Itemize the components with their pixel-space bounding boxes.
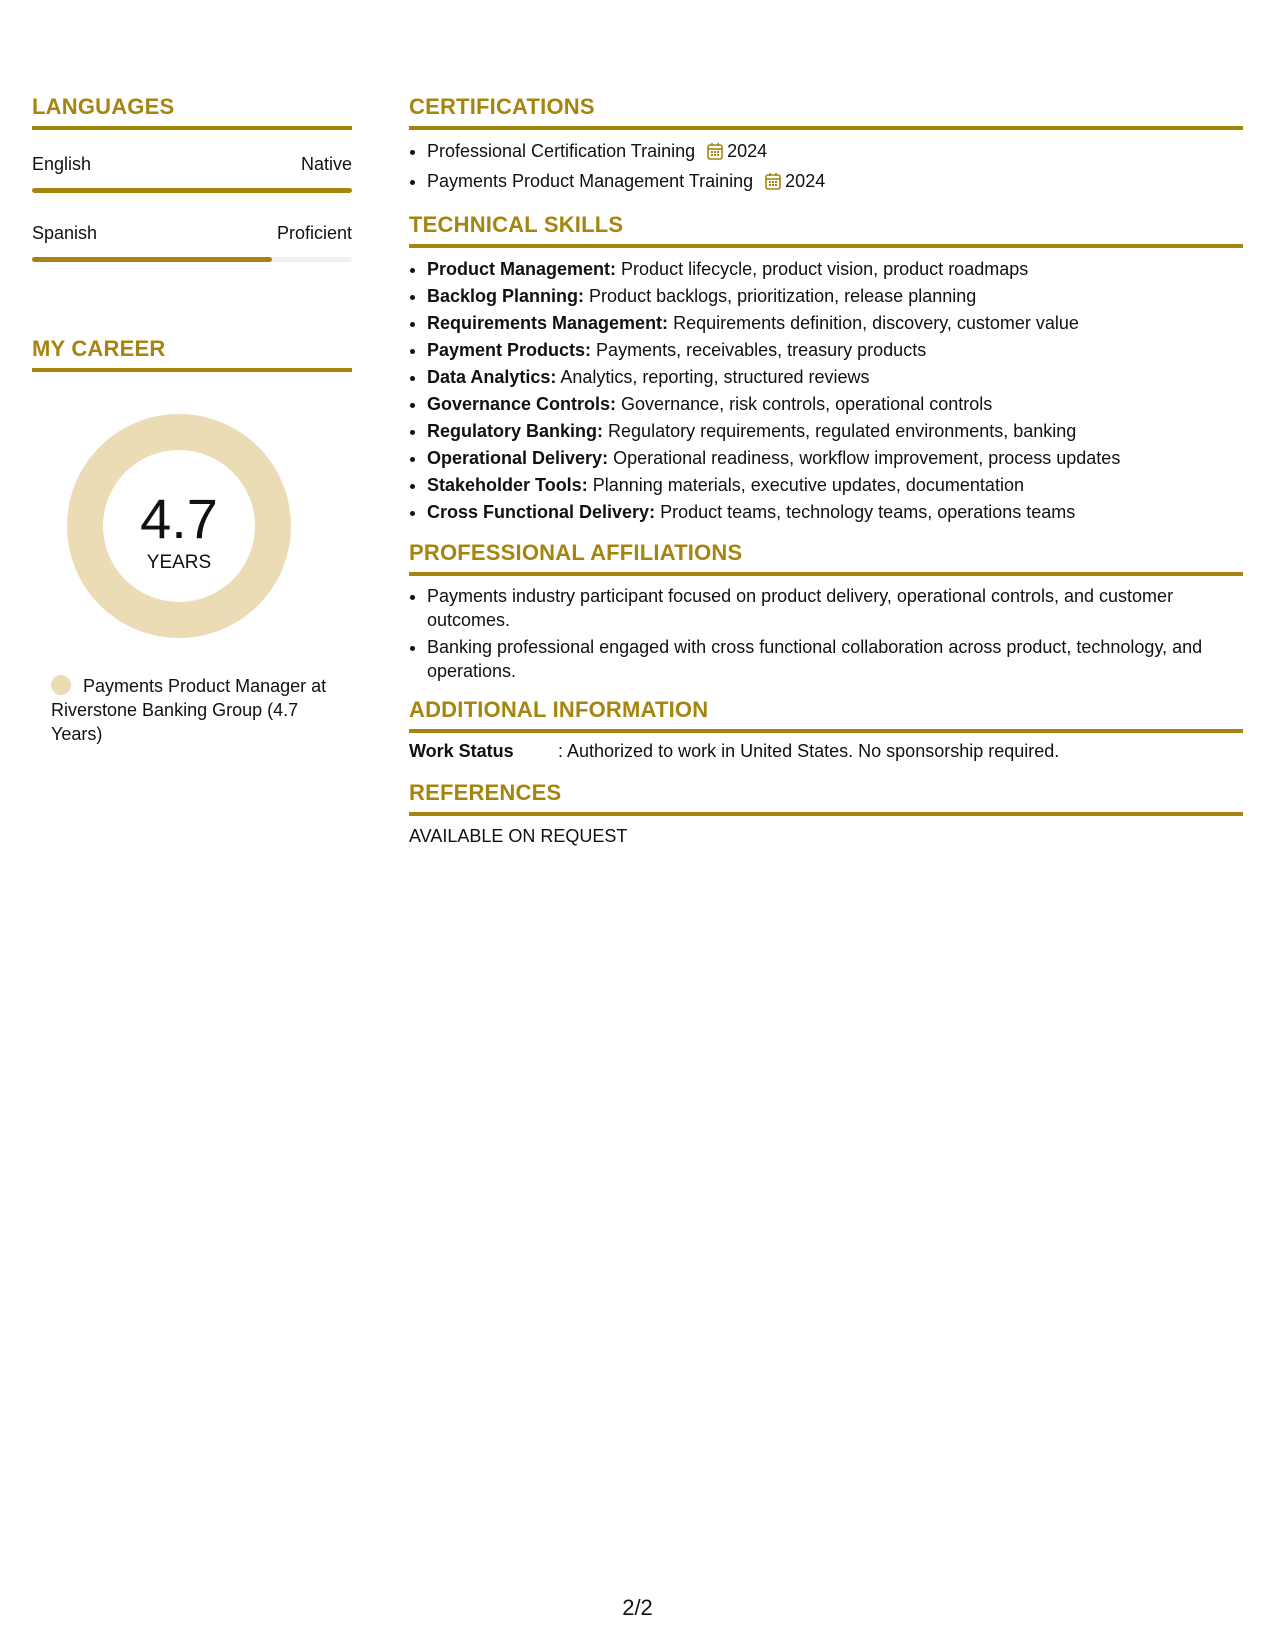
- references-section: [409, 780, 1243, 847]
- skill-value: Payments, receivables, treasury products: [591, 340, 927, 360]
- certification-item: [427, 138, 1243, 168]
- skill-label: Stakeholder Tools:: [427, 475, 588, 495]
- career-donut: [67, 414, 291, 638]
- language-bar-fill: [32, 257, 272, 262]
- career-legend-item: [51, 674, 341, 746]
- additional-info-heading: ADDITIONAL INFORMATION: [409, 697, 1243, 733]
- skill-item: [427, 445, 1243, 472]
- affiliations-heading: PROFESSIONAL AFFILIATIONS: [409, 540, 1243, 576]
- skill-value: Planning materials, executive updates, documentation: [587, 475, 1024, 495]
- language-bar: [32, 188, 352, 193]
- language-item-english: [32, 154, 352, 193]
- skill-label: Requirements Management:: [427, 313, 669, 333]
- skill-label: Operational Delivery:: [427, 448, 609, 468]
- skill-label: Regulatory Banking:: [427, 421, 604, 441]
- career-total-years: 4.7: [140, 487, 218, 550]
- references-text: AVAILABLE ON REQUEST: [409, 826, 628, 846]
- skill-item: [427, 364, 1243, 391]
- skill-value: Product teams, technology teams, operations teams: [655, 502, 1076, 522]
- skill-value: Requirements definition, discovery, customer value: [668, 313, 1079, 333]
- skill-label: Governance Controls:: [427, 394, 617, 414]
- skill-value: Governance, risk controls, operational controls: [616, 394, 993, 414]
- language-level: Native: [300, 154, 352, 174]
- calendar-icon: [765, 171, 781, 198]
- affiliations-section: [409, 540, 1243, 683]
- language-name: Spanish: [32, 223, 98, 243]
- language-bar-fill: [32, 188, 352, 193]
- affiliation-item: • Payments industry participant focused on product delivery, operational controls, and customer outcomes.: [427, 584, 1243, 632]
- skill-label: Cross Functional Delivery:: [427, 502, 656, 522]
- skill-item: [427, 499, 1243, 526]
- work-status-label: Work Status: [409, 741, 514, 761]
- career-heading: MY CAREER: [32, 336, 352, 372]
- skill-item: [427, 391, 1243, 418]
- technical-skills-heading: TECHNICAL SKILLS: [409, 212, 1243, 248]
- references-heading: REFERENCES: [409, 780, 1243, 816]
- skill-item: [427, 283, 1243, 310]
- skill-value: Product lifecycle, product vision, product roadmaps: [616, 259, 1029, 279]
- skill-label: Data Analytics:: [427, 367, 557, 387]
- left-column: [32, 94, 352, 744]
- career-legend-label: Payments Product Manager at Riverstone Banking Group (4.7 Years): [51, 676, 327, 744]
- skill-value: Operational readiness, workflow improvement, process updates: [608, 448, 1121, 468]
- certifications-section: [409, 94, 1243, 198]
- skill-item: [427, 418, 1243, 445]
- legend-dot-icon: [51, 675, 71, 695]
- certification-name: Professional Certification Training: [427, 141, 696, 161]
- certification-item: [427, 168, 1243, 198]
- affiliation-item: • Banking professional engaged with cross functional collaboration across product, technology, and operations.: [427, 635, 1243, 683]
- skill-value: Regulatory requirements, regulated environments, banking: [603, 421, 1077, 441]
- additional-info-section: [409, 697, 1243, 762]
- calendar-icon: [707, 141, 723, 168]
- skill-item: [427, 472, 1243, 499]
- languages-heading: LANGUAGES: [32, 94, 352, 130]
- language-name: English: [32, 154, 92, 174]
- language-item-spanish: [32, 223, 352, 262]
- skill-label: Backlog Planning:: [427, 286, 585, 306]
- skill-item: [427, 310, 1243, 337]
- career-total-unit: YEARS: [146, 552, 212, 573]
- certification-year: 2024: [727, 141, 768, 161]
- technical-skills-section: [409, 212, 1243, 526]
- work-status-row: [409, 741, 1243, 762]
- right-column: [409, 94, 1243, 847]
- skill-item: [427, 337, 1243, 364]
- page-number: 2/2: [622, 1595, 653, 1620]
- certification-name: Payments Product Management Training: [427, 171, 754, 191]
- language-level: Proficient: [276, 223, 352, 243]
- certification-year: 2024: [785, 171, 826, 191]
- skill-item: [427, 256, 1243, 283]
- work-status-value: : Authorized to work in United States. No sponsorship required.: [558, 741, 1060, 761]
- skill-label: Payment Products:: [427, 340, 592, 360]
- certifications-heading: CERTIFICATIONS: [409, 94, 1243, 130]
- language-bar: [32, 257, 352, 262]
- skill-value: Product backlogs, prioritization, release planning: [584, 286, 977, 306]
- skill-label: Product Management:: [427, 259, 617, 279]
- skill-value: Analytics, reporting, structured reviews: [556, 367, 870, 387]
